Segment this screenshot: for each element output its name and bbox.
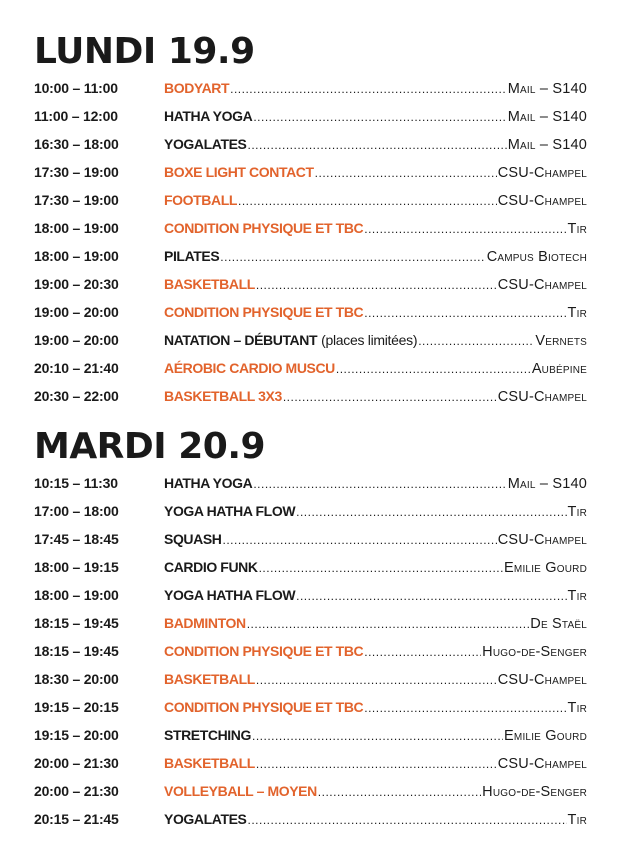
day-title: MARDI 20.9 [34,426,266,467]
session-time: 19:00 – 20:30 [34,276,119,292]
schedule-row [34,218,587,238]
session-activity: YOGA HATHA FLOW [164,587,296,603]
dot-leader [364,642,481,662]
session-time: 20:10 – 21:40 [34,360,119,376]
session-activity: HATHA YOGA [164,475,253,491]
session-place: Campus Biotech [486,249,587,265]
dot-leader [256,670,497,690]
dot-leader [238,191,497,211]
session-activity: YOGA HATHA FLOW [164,503,296,519]
schedule-row [34,781,587,801]
session-activity: CONDITION PHYSIQUE ET TBC [164,699,364,715]
session-place: Tir [567,812,587,828]
schedule-row [34,274,587,294]
schedule-row [34,753,587,773]
dot-leader [283,387,497,407]
schedule-row [34,134,587,154]
session-activity: BADMINTON [164,615,246,631]
session-time: 18:00 – 19:00 [34,248,119,264]
session-time: 17:00 – 18:00 [34,503,119,519]
session-time: 18:00 – 19:00 [34,220,119,236]
session-place: Tir [567,305,587,321]
session-activity: CONDITION PHYSIQUE ET TBC [164,220,364,236]
dot-leader [318,782,481,802]
session-activity: YOGALATES [164,811,247,827]
schedule-row [34,697,587,717]
dot-leader [247,614,530,634]
schedule-row [34,302,587,322]
dot-leader [247,135,506,155]
session-place: Vernets [535,333,587,349]
session-time: 11:00 – 12:00 [34,108,118,124]
session-place: CSU-Champel [497,756,587,772]
session-time: 18:30 – 20:00 [34,671,119,687]
dot-leader [296,502,566,522]
session-place: Tir [567,588,587,604]
session-time: 19:15 – 20:00 [34,727,119,743]
session-activity: PILATES [164,248,220,264]
session-place: CSU-Champel [497,193,587,209]
session-time: 10:15 – 11:30 [34,475,118,491]
session-activity: BOXE LIGHT CONTACT [164,164,314,180]
session-place: Mail – S140 [507,81,587,97]
session-time: 20:15 – 21:45 [34,811,119,827]
session-time: 17:30 – 19:00 [34,192,119,208]
session-activity: BASKETBALL 3X3 [164,388,282,404]
day-title: LUNDI 19.9 [34,31,255,72]
schedule-row [34,386,587,406]
session-activity: BODYART [164,80,230,96]
dot-leader [259,558,503,578]
session-place: De Staël [530,616,587,632]
session-activity: AÉROBIC CARDIO MUSCU [164,360,335,376]
session-activity: BASKETBALL [164,671,255,687]
dot-leader [364,698,566,718]
schedule-row [34,330,587,350]
session-activity: SQUASH [164,531,222,547]
schedule-row [34,190,587,210]
schedule-row [34,162,587,182]
schedule-row [34,358,587,378]
schedule-row [34,501,587,521]
session-time: 18:15 – 19:45 [34,615,119,631]
schedule-row [34,669,587,689]
session-place: Emilie Gourd [504,560,587,576]
schedule-row [34,809,587,829]
dot-leader [256,754,497,774]
session-activity: YOGALATES [164,136,247,152]
dot-leader [315,163,497,183]
session-activity: VOLLEYBALL – MOYEN [164,783,317,799]
session-time: 16:30 – 18:00 [34,136,119,152]
dot-leader [223,530,497,550]
session-time: 20:00 – 21:30 [34,783,119,799]
schedule-row [34,529,587,549]
session-place: Tir [567,504,587,520]
session-time: 19:00 – 20:00 [34,332,119,348]
session-time: 18:00 – 19:15 [34,559,119,575]
session-place: Mail – S140 [507,137,587,153]
dot-leader [364,219,566,239]
dot-leader [247,810,566,830]
session-place: CSU-Champel [497,389,587,405]
session-activity: NATATION – DÉBUTANT [164,332,318,348]
session-time: 17:45 – 18:45 [34,531,119,547]
dot-leader [336,359,531,379]
session-time: 19:15 – 20:15 [34,699,119,715]
schedule-row [34,473,587,493]
session-activity: HATHA YOGA [164,108,253,124]
session-place: CSU-Champel [497,672,587,688]
session-activity: CONDITION PHYSIQUE ET TBC [164,304,364,320]
dot-leader [418,331,534,351]
session-time: 17:30 – 19:00 [34,164,119,180]
session-activity: FOOTBALL [164,192,238,208]
session-activity: BASKETBALL [164,755,255,771]
dot-leader [253,107,506,127]
session-place: Aubépine [531,361,587,377]
session-activity: CONDITION PHYSIQUE ET TBC [164,643,364,659]
schedule-row [34,78,587,98]
session-time: 18:00 – 19:00 [34,587,119,603]
dot-leader [256,275,497,295]
schedule-row [34,641,587,661]
session-place: Hugo-de-Senger [482,784,587,800]
dot-leader [296,586,566,606]
session-place: Tir [567,221,587,237]
session-time: 10:00 – 11:00 [34,80,118,96]
session-place: Emilie Gourd [504,728,587,744]
session-time: 18:15 – 19:45 [34,643,119,659]
session-time: 19:00 – 20:00 [34,304,119,320]
session-place: Hugo-de-Senger [482,644,587,660]
session-place: CSU-Champel [497,165,587,181]
schedule-row [34,106,587,126]
dot-leader [364,303,566,323]
schedule-row [34,585,587,605]
session-activity: BASKETBALL [164,276,255,292]
session-place: Tir [567,700,587,716]
schedule-row [34,725,587,745]
session-activity: STRETCHING [164,727,252,743]
session-place: CSU-Champel [497,532,587,548]
session-place: Mail – S140 [507,476,587,492]
dot-leader [220,247,485,267]
session-note: (places limitées) [321,332,418,348]
schedule-row [34,557,587,577]
session-activity: CARDIO FUNK [164,559,258,575]
dot-leader [253,474,506,494]
dot-leader [230,79,507,99]
session-time: 20:30 – 22:00 [34,388,119,404]
schedule-row [34,613,587,633]
dot-leader [252,726,503,746]
session-place: Mail – S140 [507,109,587,125]
session-place: CSU-Champel [497,277,587,293]
session-time: 20:00 – 21:30 [34,755,119,771]
schedule-row [34,246,587,266]
